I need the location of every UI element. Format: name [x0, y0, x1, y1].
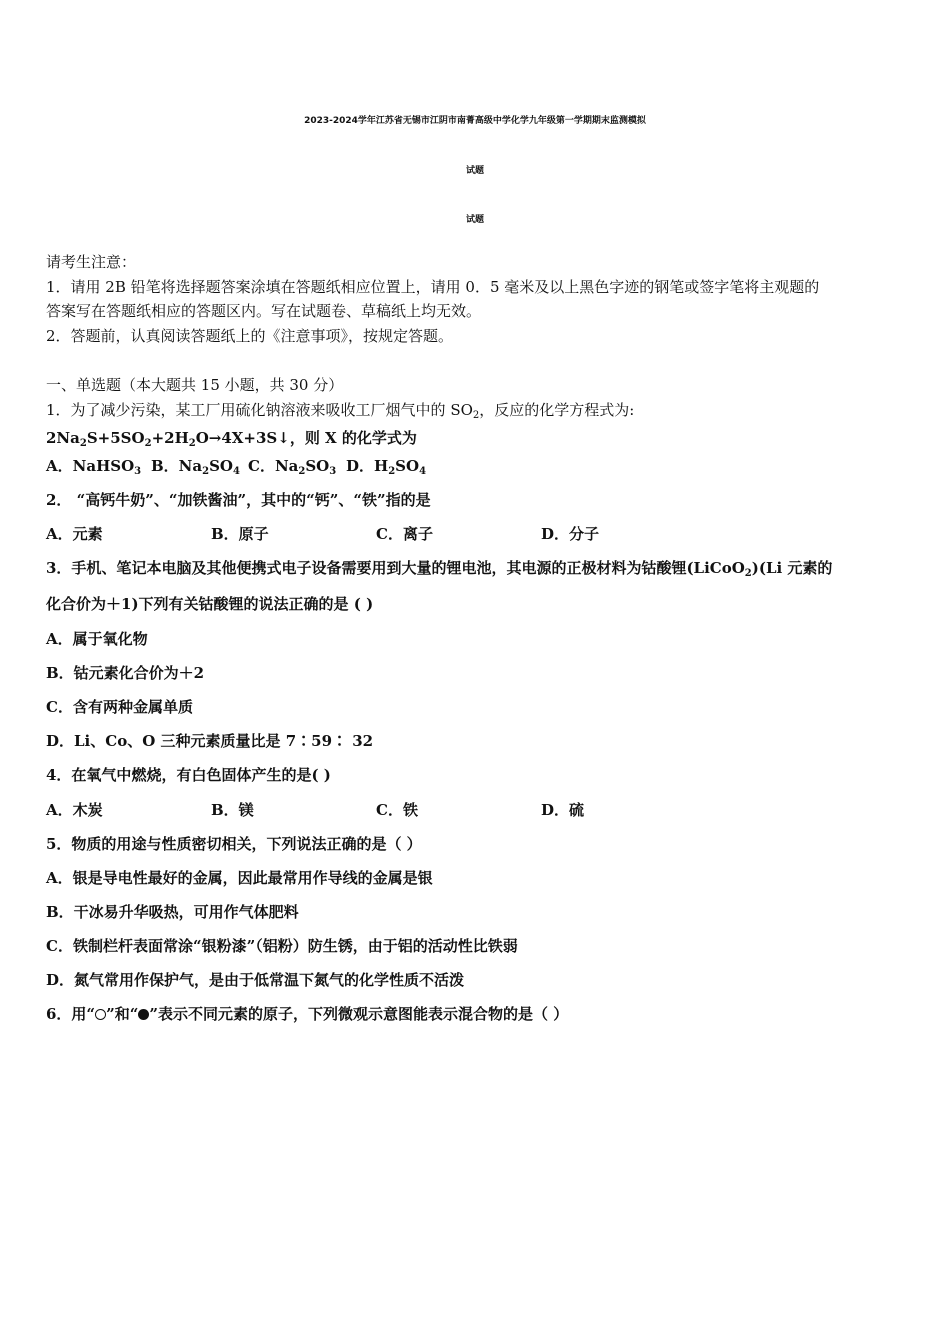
- q3-option-d: D．Li、Co、O 三种元素质量比是 7∶59∶ 32: [46, 732, 374, 750]
- q2-option-d: D．分子: [541, 525, 600, 543]
- q3-stem-line2: 化合价为＋1)下列有关钴酸锂的说法正确的是 ( ): [46, 595, 374, 613]
- q1-option-d: D．$H_2SO_4$: [346, 457, 427, 477]
- q1-option-c: C．$Na_2SO_3$: [248, 457, 337, 477]
- q2-option-c: C．离子: [376, 525, 433, 543]
- q1-stem: 1．为了减少污染，某工厂用硫化钠溶液来吸收工厂烟气中的 $SO_2$，反应的化学方程式为:: [46, 401, 635, 421]
- q6-stem: 6．用“ ”和“ ”表示不同元素的原子，下列微观示意图能表示混合物的是（ ）: [46, 1005, 569, 1023]
- q2-stem: 2． “高钙牛奶”、“加铁酱油”，其中的“钙”、“铁”指的是: [46, 491, 431, 509]
- q5-option-b: B．干冰易升华吸热，可用作气体肥料: [46, 903, 299, 921]
- exam-title-line2: 试题: [465, 166, 484, 176]
- notice-item-2: 2．答题前，认真阅读答题纸上的《注意事项》，按规定答题。: [46, 327, 454, 345]
- q4-stem: 4．在氧气中燃烧，有白色固体产生的是( ): [46, 766, 331, 784]
- notice-item-1a: 1．请用 2B 铅笔将选择题答案涂填在答题纸相应位置上，请用 0．5 毫米及以上黑色字迹的钢笔或签字笔将主观题的: [46, 278, 820, 296]
- q2-option-b: B．原子: [211, 525, 269, 543]
- filled-circle-icon: [138, 1009, 149, 1020]
- q4-option-a: A．木炭: [46, 801, 103, 819]
- q5-option-a: A．银是导电性最好的金属，因此最常用作导线的金属是银: [46, 869, 433, 887]
- q1-option-b: B．$Na_2SO_4$: [151, 457, 240, 477]
- q2-option-a: A．元素: [46, 525, 103, 543]
- q3-stem-line1: 3．手机、笔记本电脑及其他便携式电子设备需要用到大量的锂电池，其电源的正极材料为钴酸锂(LiCoO$_2$)(Li 元素的: [46, 559, 833, 579]
- open-circle-icon: [95, 1009, 106, 1020]
- q4-option-d: D．硫: [541, 801, 585, 819]
- q4-option-c: C．铁: [376, 801, 418, 819]
- q5-option-d: D．氮气常用作保护气，是由于低常温下氮气的化学性质不活泼: [46, 971, 465, 989]
- q4-option-b: B．镁: [211, 801, 254, 819]
- exam-subtitle: 试题: [465, 215, 484, 225]
- q1-equation: $2Na_2S+5SO_2+2H_2O\to 4X+3S↓$，则 X 的化学式为: [46, 429, 417, 449]
- q3-option-c: C．含有两种金属单质: [46, 698, 193, 716]
- section-heading: 一、单选题（本大题共 15 小题，共 30 分）: [46, 376, 344, 394]
- q3-option-b: B．钴元素化合价为＋2: [46, 664, 205, 682]
- exam-title-line1: 2023-2024学年江苏省无锡市江阴市南菁高级中学化学九年级第一学期期末监测模拟: [304, 116, 646, 126]
- q5-stem: 5．物质的用途与性质密切相关，下列说法正确的是（ ）: [46, 835, 422, 853]
- q1-option-a: A．NaHSO$_3$: [46, 457, 142, 477]
- q3-option-a: A．属于氧化物: [46, 630, 148, 648]
- q5-option-c: C．铁制栏杆表面常涂“银粉漆”（铝粉）防生锈，由于铝的活动性比铁弱: [46, 937, 518, 955]
- notice-item-1b: 答案写在答题纸相应的答题区内。写在试题卷、草稿纸上均无效。: [46, 302, 482, 320]
- notice-heading: 请考生注意：: [46, 253, 137, 271]
